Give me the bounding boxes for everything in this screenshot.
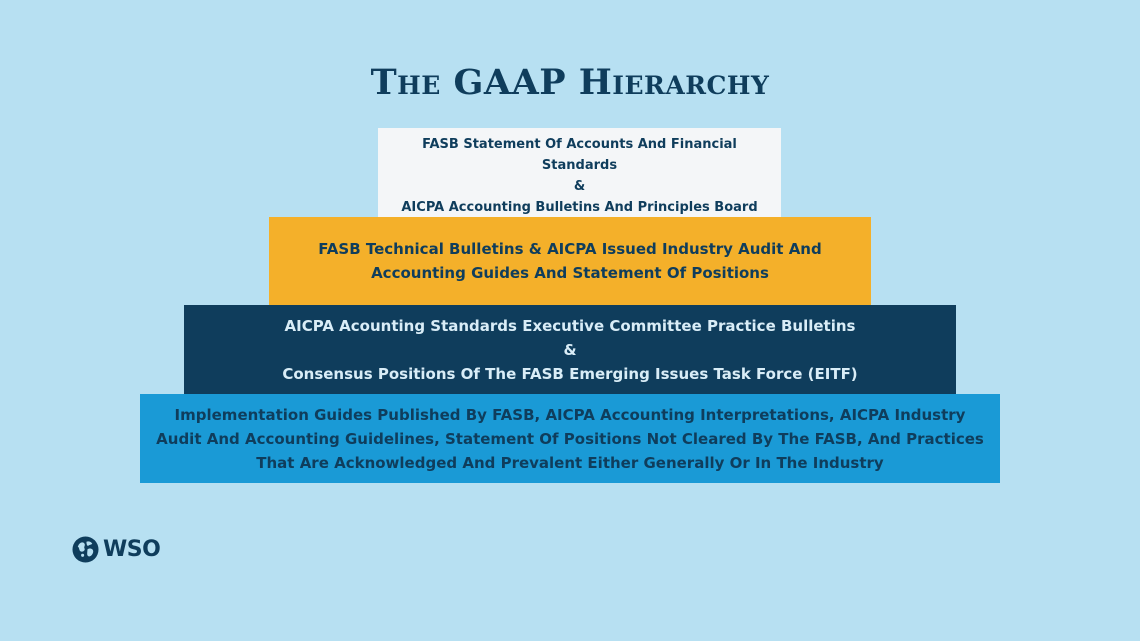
tier-4-text: Implementation Guides Published By FASB, AICPA Accounting Interpretations, AICPA Industry Audit And Accounting Guidelines, Statement Of Positions Not Cleared By The FASB, And Practices That Are Acknowledged And Prevalent Either Generally Or In The Industry xyxy=(156,405,984,472)
tier-3-line-1: AICPA Acounting Standards Executive Committee Practice Bulletins xyxy=(284,316,856,335)
wso-logo xyxy=(72,534,160,564)
tier-1-line-1: FASB Statement Of Accounts And Financial Standards xyxy=(422,137,737,173)
globe-icon xyxy=(72,536,99,563)
pyramid-tier-4 xyxy=(140,394,1000,483)
page-title: The GAAP Hierarchy xyxy=(370,62,770,103)
pyramid-tier-3 xyxy=(184,305,956,394)
tier-1-line-2: & xyxy=(573,179,586,194)
pyramid-tier-1 xyxy=(378,128,781,217)
logo-text: WSO xyxy=(103,536,161,562)
tier-2-text: FASB Technical Bulletins & AICPA Issued Industry Audit And Accounting Guides And Statement Of Positions xyxy=(318,240,822,282)
tier-3-line-2: & xyxy=(563,340,577,359)
pyramid-tier-2 xyxy=(269,217,871,305)
tier-1-line-3: AICPA Accounting Bulletins And Principles Board xyxy=(401,200,758,215)
tier-3-line-3: Consensus Positions Of The FASB Emerging Issues Task Force (EITF) xyxy=(282,364,858,383)
